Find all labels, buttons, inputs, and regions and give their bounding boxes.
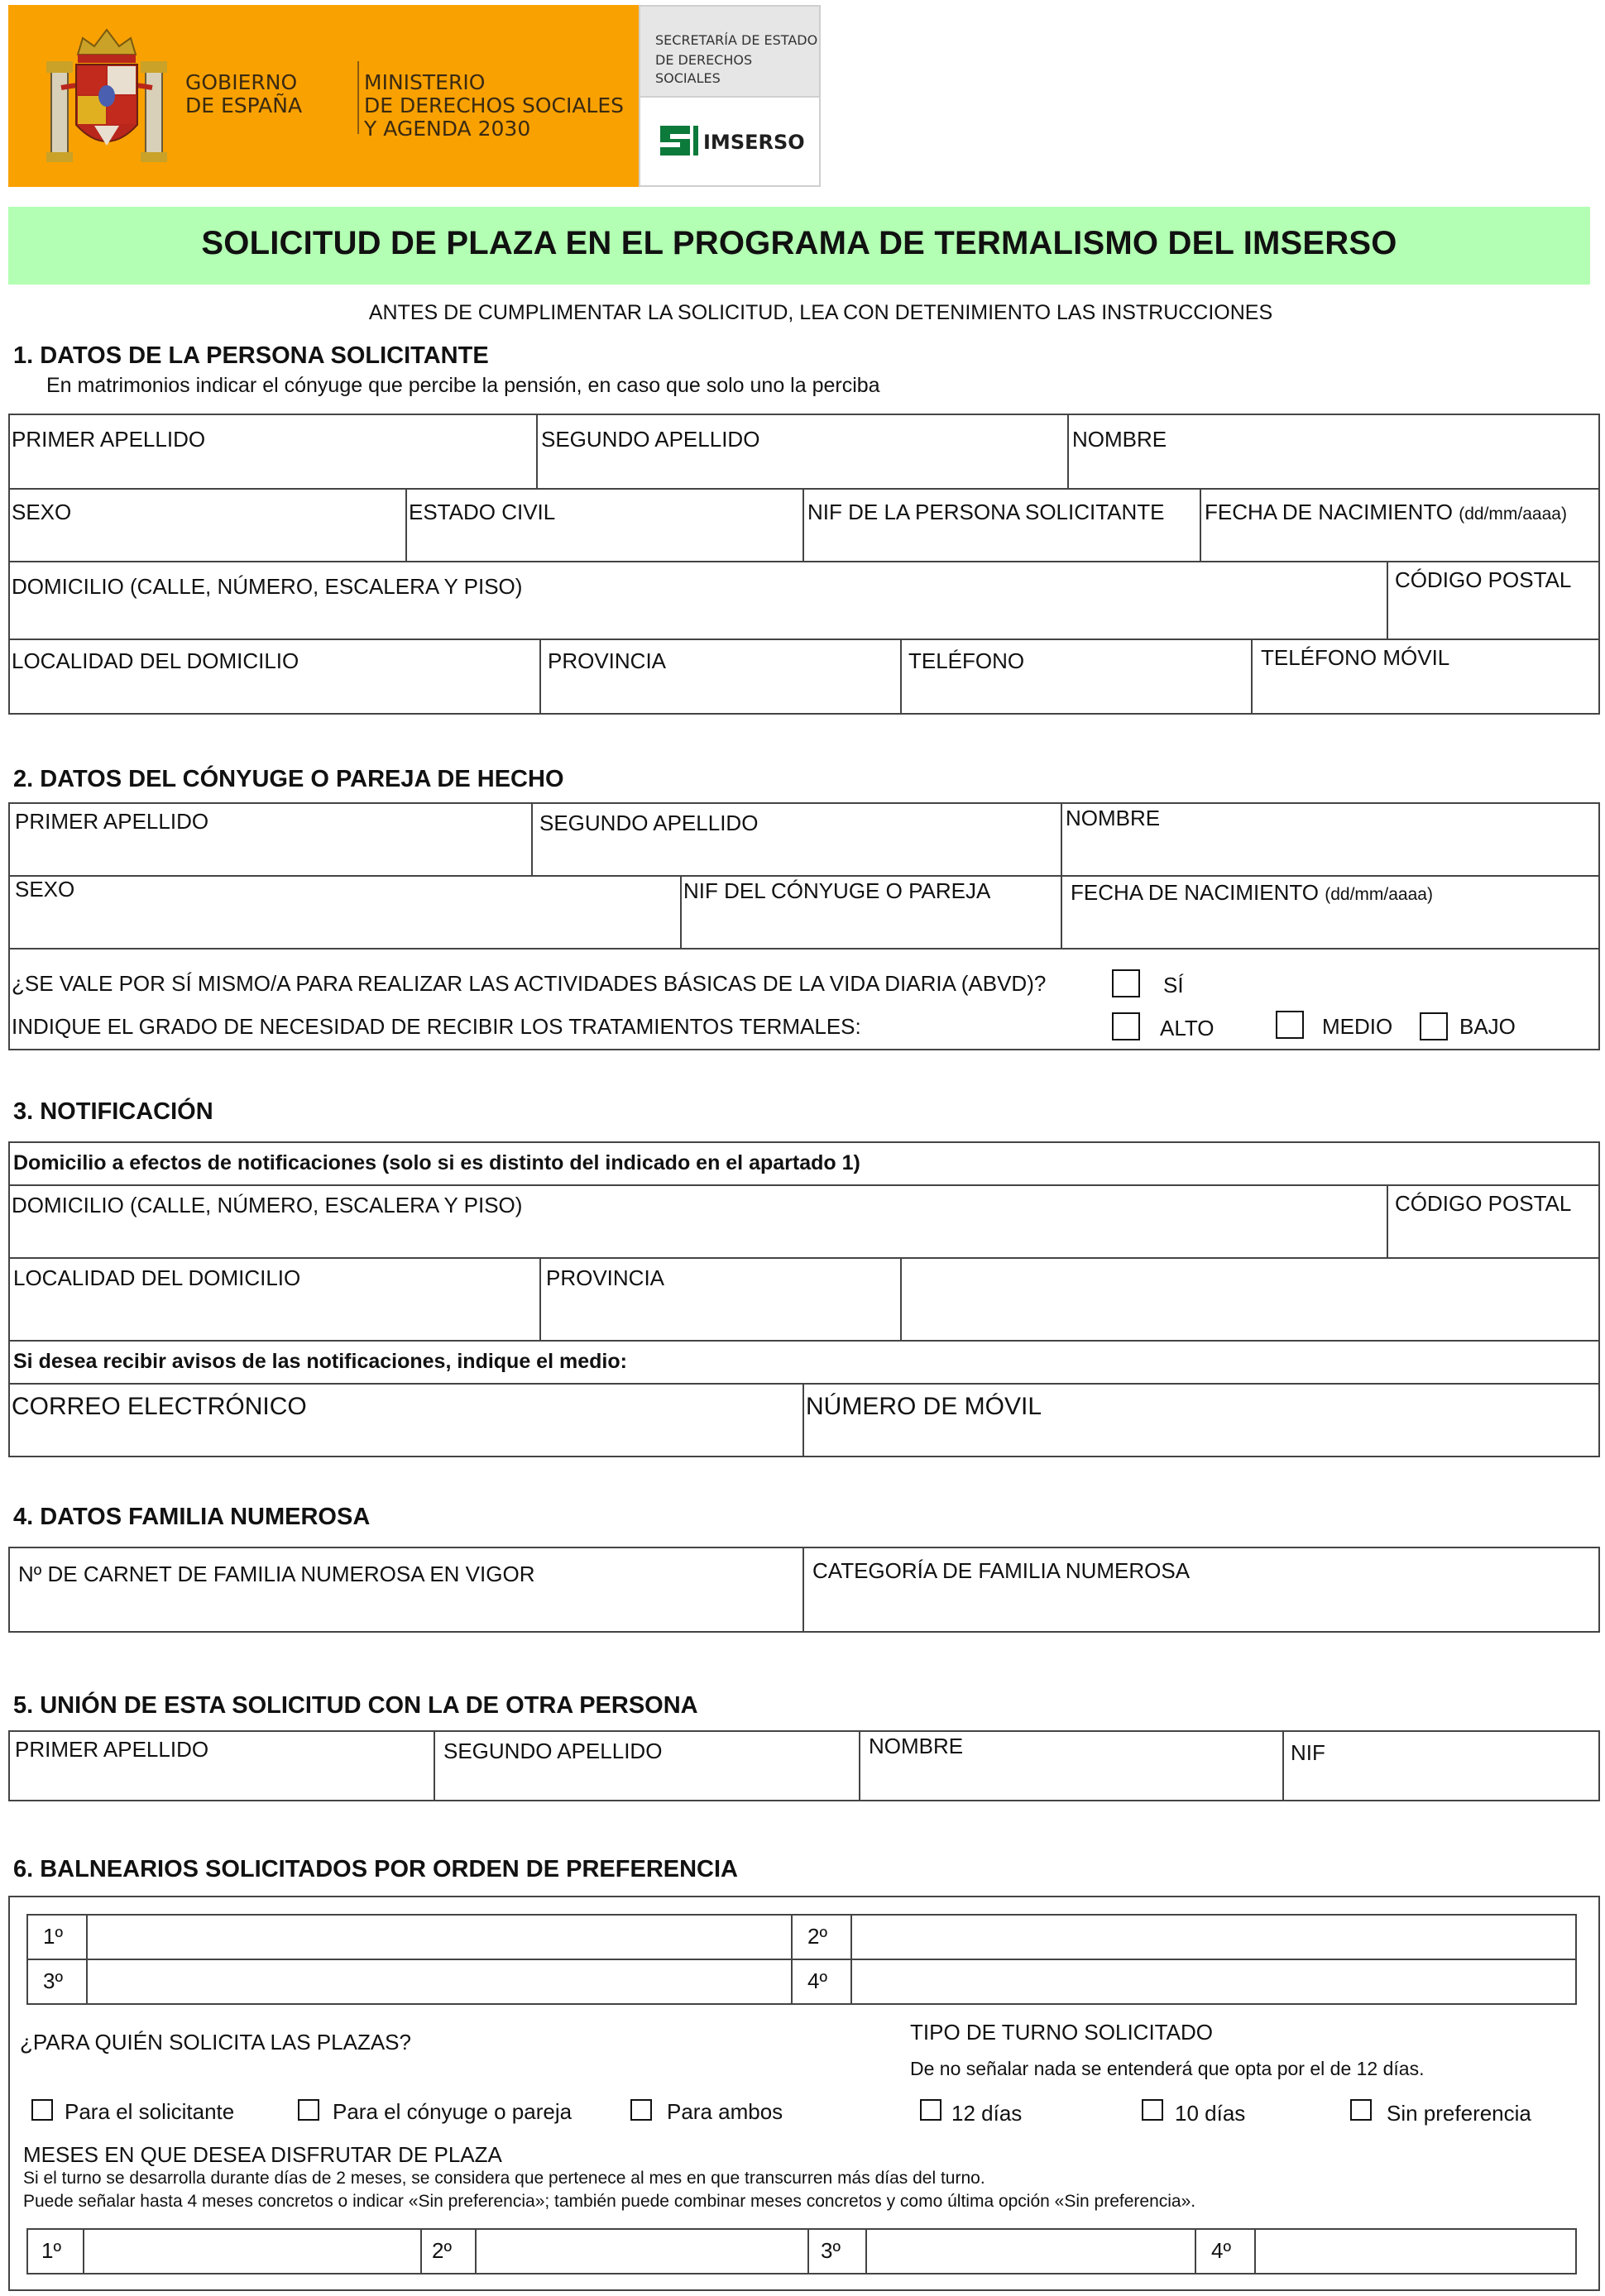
section4-title: 4. DATOS FAMILIA NUMEROSA [13,1504,371,1530]
s1-fecha-label: FECHA DE NACIMIENTO [1205,500,1454,524]
gobierno-line2: DE ESPAÑA [185,93,303,117]
s1-provincia-field[interactable]: PROVINCIA [548,648,667,673]
turno-10-dias-label: 10 días [1175,2101,1246,2126]
mes-1-input[interactable] [86,2231,419,2273]
section5-title: 5. UNIÓN DE ESTA SOLICITUD CON LA DE OTRA PERSONA [13,1692,698,1719]
section3-title: 3. NOTIFICACIÓN [13,1098,213,1125]
section1-subtitle: En matrimonios indicar el cónyuge que percibe la pensión, en caso que solo uno la perciba [46,374,880,397]
ministerio-line2: DE DERECHOS SOCIALES [364,93,625,117]
secretaria-line1: SECRETARÍA DE ESTADO [655,32,818,48]
s1-nif-field[interactable]: NIF DE LA PERSONA SOLICITANTE [807,500,1165,524]
para-solicitante-checkbox[interactable] [31,2099,53,2121]
s1-primer-apellido-field[interactable]: PRIMER APELLIDO [12,427,206,452]
turno-10-dias-checkbox[interactable] [1142,2099,1163,2121]
s2-sexo-field[interactable]: SEXO [15,877,75,902]
s2-fecha-format: (dd/mm/aaaa) [1325,885,1433,904]
grado-medio-label: MEDIO [1322,1014,1393,1039]
balneario-3-label: 3º [43,1968,63,1993]
page-title: SOLICITUD DE PLAZA EN EL PROGRAMA DE TERMALISMO DEL IMSERSO [201,225,1397,261]
s1-domicilio-field[interactable]: DOMICILIO (CALLE, NÚMERO, ESCALERA Y PISO) [12,574,523,599]
mes-3-input[interactable] [869,2231,1193,2273]
balneario-1-input[interactable] [89,1917,789,1957]
s5-nif-field[interactable]: NIF [1291,1740,1325,1765]
government-header-band [8,5,639,187]
section1-title: 1. DATOS DE LA PERSONA SOLICITANTE [13,342,489,369]
turno-12-dias-label: 12 días [951,2101,1023,2126]
s1-estado-civil-field[interactable]: ESTADO CIVIL [409,500,556,524]
s3-provincia-field[interactable]: PROVINCIA [546,1265,665,1290]
section2-title: 2. DATOS DEL CÓNYUGE O PAREJA DE HECHO [13,766,564,792]
s1-segundo-apellido-field[interactable]: SEGUNDO APELLIDO [541,427,760,452]
s4-categoria-field[interactable]: CATEGORÍA DE FAMILIA NUMEROSA [812,1558,1191,1583]
s3-correo-field[interactable]: CORREO ELECTRÓNICO [12,1393,307,1420]
s3-codigo-postal-field[interactable]: CÓDIGO POSTAL [1395,1191,1572,1216]
imserso-wordmark: IMSERSO [703,131,805,154]
para-conyuge-label: Para el cónyuge o pareja [333,2099,573,2124]
ministerio-line3: Y AGENDA 2030 [364,117,531,141]
s2-primer-apellido-field[interactable]: PRIMER APELLIDO [15,809,209,834]
turno-sin-preferencia-checkbox[interactable] [1350,2099,1372,2121]
grado-alto-checkbox[interactable] [1112,1012,1140,1040]
mes-1-label: 1º [41,2238,61,2263]
s2-segundo-apellido-field[interactable]: SEGUNDO APELLIDO [539,811,759,835]
grado-alto-label: ALTO [1160,1016,1215,1040]
grado-medio-checkbox[interactable] [1276,1011,1304,1039]
turno-12-dias-checkbox[interactable] [920,2099,941,2121]
header-divider [357,61,359,134]
tipo-turno-note: De no señalar nada se entenderá que opta por el de 12 días. [910,2058,1425,2079]
section6-title: 6. BALNEARIOS SOLICITADOS POR ORDEN DE PREFERENCIA [13,1856,738,1882]
mes-2-input[interactable] [478,2231,806,2273]
mes-4-label: 4º [1211,2238,1231,2263]
s3-domicilio-field[interactable]: DOMICILIO (CALLE, NÚMERO, ESCALERA Y PISO) [12,1193,523,1217]
balneario-4-label: 4º [807,1968,827,1993]
s5-nombre-field[interactable]: NOMBRE [869,1734,964,1758]
s1-telefono-field[interactable]: TELÉFONO [908,648,1025,673]
mes-4-input[interactable] [1258,2231,1575,2273]
s5-segundo-apellido-field[interactable]: SEGUNDO APELLIDO [443,1739,663,1763]
grado-question: INDIQUE EL GRADO DE NECESIDAD DE RECIBIR LOS TRATAMIENTOS TERMALES: [12,1014,861,1039]
imserso-header-panel [639,5,821,187]
para-ambos-checkbox[interactable] [630,2099,652,2121]
secretaria-line2: DE DERECHOS SOCIALES [655,52,753,86]
s1-fecha-format: (dd/mm/aaaa) [1459,505,1567,524]
abvd-si-label: SÍ [1163,973,1184,997]
meses-note1: Si el turno se desarrolla durante días de 2 meses, se considera que pertenece al mes en que transcurren más días del turno. [23,2169,985,2188]
para-ambos-label: Para ambos [667,2099,783,2124]
s3-movil-field[interactable]: NÚMERO DE MÓVIL [806,1393,1042,1420]
avisos-note: Si desea recibir avisos de las notificaciones, indique el medio: [13,1350,627,1373]
para-solicitante-label: Para el solicitante [65,2099,235,2124]
balneario-2-input[interactable] [854,1917,1574,1957]
section2-table [8,802,1600,1050]
para-quien-question: ¿PARA QUIÉN SOLICITA LAS PLAZAS? [20,2030,411,2054]
s2-nif-field[interactable]: NIF DEL CÓNYUGE O PAREJA [683,878,991,903]
s1-telefono-movil-field[interactable]: TELÉFONO MÓVIL [1261,645,1450,670]
s1-localidad-field[interactable]: LOCALIDAD DEL DOMICILIO [12,648,299,673]
coat-of-arms-icon [45,22,169,170]
balneario-2-label: 2º [807,1924,827,1949]
abvd-si-checkbox[interactable] [1112,969,1140,997]
s4-carnet-field[interactable]: Nº DE CARNET DE FAMILIA NUMEROSA EN VIGOR [18,1562,535,1586]
tipo-turno-title: TIPO DE TURNO SOLICITADO [910,2020,1213,2045]
abvd-question: ¿SE VALE POR SÍ MISMO/A PARA REALIZAR LAS ACTIVIDADES BÁSICAS DE LA VIDA DIARIA (ABVD)? [12,971,1047,996]
s2-nombre-field[interactable]: NOMBRE [1066,806,1161,830]
title-band [8,207,1590,285]
s2-fecha-label: FECHA DE NACIMIENTO [1071,880,1320,905]
s1-fecha-nacimiento-field[interactable] [1205,500,1567,525]
grado-bajo-label: BAJO [1459,1014,1516,1039]
mes-3-label: 3º [821,2238,841,2263]
turno-sin-preferencia-label: Sin preferencia [1387,2101,1531,2126]
balneario-3-input[interactable] [89,1962,789,2003]
balneario-4-input[interactable] [854,1962,1574,2003]
s1-sexo-field[interactable]: SEXO [12,500,72,524]
meses-note2: Puede señalar hasta 4 meses concretos o indicar «Sin preferencia»; también puede combinar meses concretos y como última opción «Sin preferencia». [23,2192,1196,2211]
grado-bajo-checkbox[interactable] [1420,1012,1448,1040]
s5-primer-apellido-field[interactable]: PRIMER APELLIDO [15,1737,209,1762]
mes-2-label: 2º [432,2238,452,2263]
ministerio-line1: MINISTERIO [364,70,486,94]
s1-codigo-postal-field[interactable]: CÓDIGO POSTAL [1395,567,1572,592]
balneario-1-label: 1º [43,1924,63,1949]
section4-table [8,1547,1600,1633]
instructions-notice: ANTES DE CUMPLIMENTAR LA SOLICITUD, LEA CON DETENIMIENTO LAS INSTRUCCIONES [368,301,1273,324]
para-conyuge-checkbox[interactable] [298,2099,319,2121]
s2-fecha-nacimiento-field[interactable] [1071,880,1433,906]
section5-table [8,1730,1600,1801]
imserso-logo-icon [657,121,702,160]
s1-nombre-field[interactable]: NOMBRE [1072,427,1167,452]
gobierno-line1: GOBIERNO [185,70,298,94]
domicilio-efectos-note: Domicilio a efectos de notificaciones (solo si es distinto del indicado en el apartado 1) [13,1151,860,1174]
s3-localidad-field[interactable]: LOCALIDAD DEL DOMICILIO [13,1265,301,1290]
meses-title: MESES EN QUE DESEA DISFRUTAR DE PLAZA [23,2142,502,2167]
